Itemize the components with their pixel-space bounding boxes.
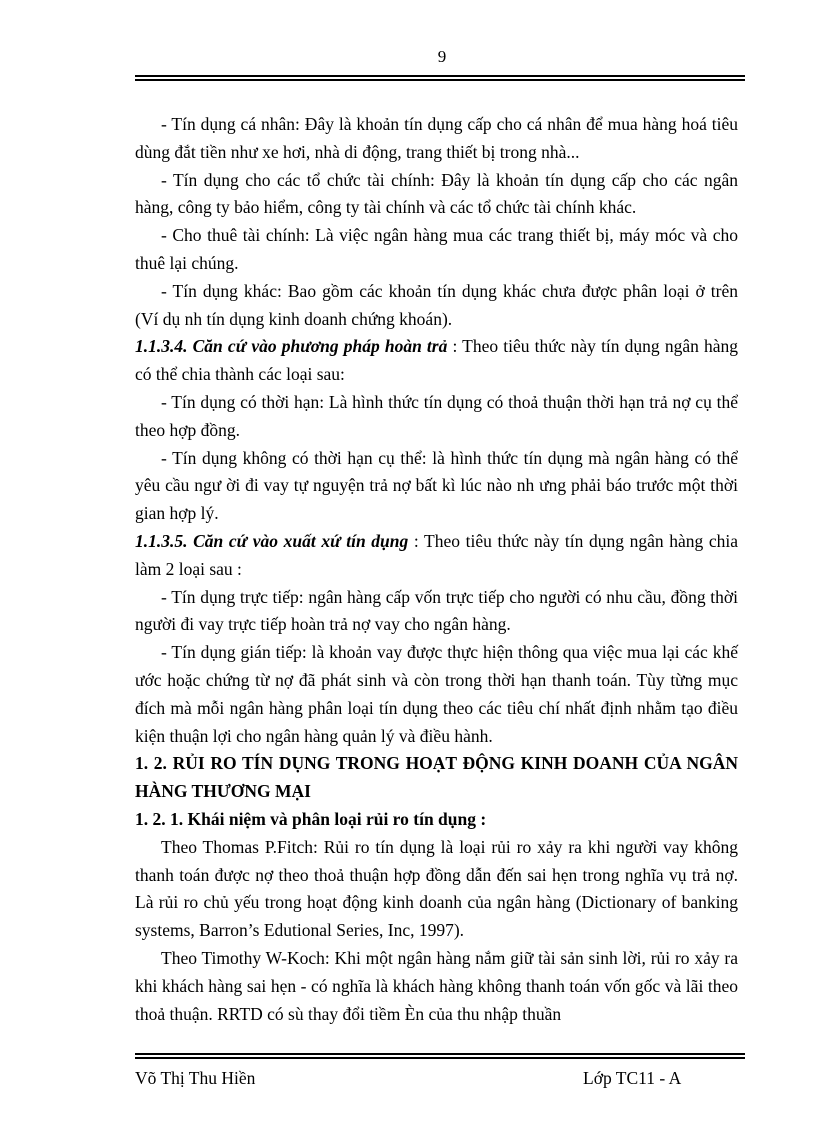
paragraph-indirect-credit: - Tín dụng gián tiếp: là khoản vay được thực hiện thông qua việc mua lại các khế ước hoặc chứng từ nợ đã phát sinh và còn trong thời hạn thanh toán. Tùy từng mục đích mà mỗi ngân hàng phân loại tín dụng theo các tiêu chí nhất định nhằm tạo điều kiện thuận lợi cho ngân hàng quản lý và điều hành. — [135, 642, 738, 746]
heading-repayment-method-text: : Theo tiêu thức này tín dụng ngân hàng có thể chia thành các loại sau: — [135, 336, 738, 385]
footer-class: Lớp TC11 - A — [583, 1068, 682, 1088]
page-number: 9 — [437, 47, 447, 66]
paragraph-other-credit: - Tín dụng khác: Bao gồm các khoản tín dụng khác chưa được phân loại ở trên (Ví dụ nh tín dụng kinh doanh chứng khoán). — [135, 280, 738, 329]
heading-credit-origin — [135, 528, 738, 584]
paragraph-direct-credit: - Tín dụng trực tiếp: ngân hàng cấp vốn trực tiếp cho người có nhu cầu, đồng thời người đi vay trực tiếp hoàn trả nợ vay cho ngân hàng. — [135, 586, 738, 635]
subsection-heading-credit-risk-concept: 1. 2. 1. Khái niệm và phân loại rủi ro tín dụng : — [135, 808, 487, 829]
heading-repayment-method — [135, 333, 738, 389]
heading-credit-origin-text: : Theo tiêu thức này tín dụng ngân hàng chia làm 2 loại sau : — [135, 530, 738, 579]
paragraph-timothy-koch: Theo Timothy W-Koch: Khi một ngân hàng nắm giữ tài sản sinh lời, rủi ro xảy ra khi khách hàng sai hẹn - có nghĩa là khách hàng không thanh toán vốn gốc và lãi theo thoả thuận. RRTD có sù thay đổi tiềm Èn của thu nhập thuần — [135, 947, 738, 1024]
header-double-rule — [135, 75, 745, 81]
paragraph-financial-institutions-credit: - Tín dụng cho các tổ chức tài chính: Đây là khoản tín dụng cấp cho các ngân hàng, công ty bảo hiểm, công ty tài chính và các tổ chức tài chính khác. — [135, 169, 738, 218]
heading-repayment-method-title: 1.1.3.4. Căn cứ vào phương pháp hoàn trả — [135, 336, 448, 357]
footer-double-rule — [135, 1053, 745, 1059]
heading-credit-origin-title: 1.1.3.5. Căn cứ vào xuất xứ tín dụng — [135, 530, 409, 551]
page-body — [135, 111, 738, 1028]
paragraph-thomas-fitch: Theo Thomas P.Fitch: Rủi ro tín dụng là loại rủi ro xảy ra khi người vay không thanh toán được nợ theo thoả thuận hợp đồng dẫn đến sai hẹn trong nghĩa vụ trả nợ. Là rủi ro chủ yếu trong hoạt động kinh doanh của ngân hàng (Dictionary of banking systems, Barron’s Edutional Series, Inc, 1997). — [135, 836, 738, 941]
paragraph-term-credit: - Tín dụng có thời hạn: Là hình thức tín dụng có thoả thuận thời hạn trả nợ cụ thể theo hợp đồng. — [135, 391, 738, 440]
paragraph-no-term-credit: - Tín dụng không có thời hạn cụ thể: là hình thức tín dụng mà ngân hàng có thể yêu cầu ngư ời đi vay tự nguyện trả nợ bất kì lúc nào nh ưng phải báo trước một thời gian hợp lý. — [135, 447, 738, 524]
section-heading-credit-risk: 1. 2. RỦI RO TÍN DỤNG TRONG HOẠT ĐỘNG KINH DOANH CỦA NGÂN HÀNG THƯƠNG MẠI — [135, 753, 738, 802]
footer-author: Võ Thị Thu Hiền — [135, 1068, 256, 1088]
paragraph-personal-credit: - Tín dụng cá nhân: Đây là khoản tín dụng cấp cho cá nhân để mua hàng hoá tiêu dùng đắt tiền như xe hơi, nhà di động, trang thiết bị trong nhà... — [135, 114, 738, 162]
paragraph-financial-leasing: - Cho thuê tài chính: Là việc ngân hàng mua các trang thiết bị, máy móc và cho thuê lại chúng. — [135, 225, 738, 273]
